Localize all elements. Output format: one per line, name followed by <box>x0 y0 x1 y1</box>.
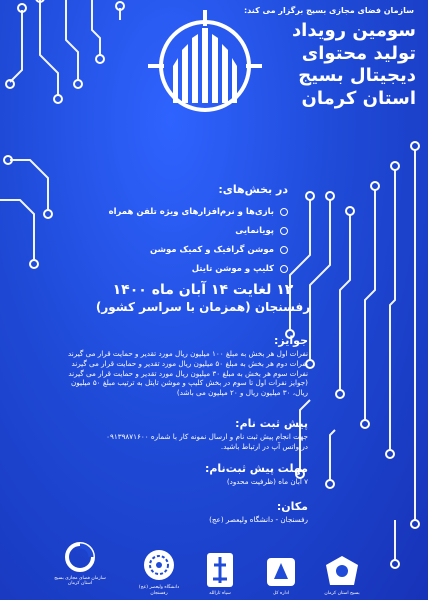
sponsor-row <box>70 540 370 596</box>
title-line-1: سومین رویداد <box>291 20 416 41</box>
title-line-3: دیجیتال بسیج <box>298 65 416 86</box>
circle-bullet-icon <box>280 265 288 273</box>
event-date-block <box>68 282 338 314</box>
location-section <box>38 500 308 524</box>
awards-heading: جوایز: <box>274 334 308 347</box>
event-location-summary: رفسنجان (همزمان با سراسر کشور) <box>95 300 311 314</box>
award-line: ریال، ۳۰ میلیون ریال و ۲۰ میلیون می باشد) <box>176 388 308 398</box>
sections-heading: در بخش‌های: <box>218 183 288 196</box>
circle-bullet-icon <box>280 246 288 254</box>
sponsor-logo-4: اداره کل <box>253 555 309 596</box>
registration-section <box>38 417 308 452</box>
location-line: رفسنجان - دانشگاه ولیعصر (عج) <box>209 515 308 524</box>
irgc-emblem-icon <box>205 551 235 589</box>
university-seal-icon <box>141 547 177 583</box>
award-line: (جوایز نفرات اول تا سوم در بخش کلیپ و موشن تایتل به ترتیب مبلغ ۵۰ میلیون <box>70 378 308 388</box>
sponsor-logo-5: بسیج استان کرمان <box>314 553 370 596</box>
awards-section <box>38 334 308 398</box>
pre-deadline-heading: مهلت پیش ثبت‌نام: <box>204 462 308 475</box>
event-date: ۱۲ لغایت ۱۴ آبان ماه ۱۴۰۰ <box>112 282 294 298</box>
sponsor-logo-2: دانشگاه ولیعصر (عج) رفسنجان <box>131 547 187 596</box>
building-target-emblem <box>140 8 270 118</box>
pre-deadline-line: ۷ آبان ماه (ظرفیت محدود) <box>226 477 308 486</box>
location-heading: مکان: <box>276 500 308 513</box>
circle-bullet-icon <box>280 227 288 235</box>
circle-bullet-icon <box>280 208 288 216</box>
award-line: نفرات دوم هر بخش به مبلغ ۵۰ میلیون ریال مورد تقدیر و حمایت قرار می گیرند <box>71 358 308 368</box>
registration-line: در واتس آپ در ارتباط باشید. <box>220 442 308 452</box>
list-item: موشن گرافیک و کمیک موشن <box>88 240 288 259</box>
title-line-4: استان کرمان <box>301 87 416 109</box>
sponsor-logo-3: سپاه ثارالله <box>192 551 248 596</box>
registration-heading: پیش ثبت نام: <box>235 417 308 430</box>
basij-emblem-icon <box>323 553 361 589</box>
event-title <box>266 20 416 110</box>
list-item: بازی‌ها و نرم‌افزارهای ویژه تلفن همراه <box>88 202 288 221</box>
section-list <box>88 202 288 278</box>
award-line: نفرات سوم هر بخش به مبلغ ۳۰ میلیون ریال مورد تقدیر و حمایت قرار می گیرند <box>68 368 308 378</box>
organizer-text: سازمان فضای مجازی بسیج برگزار می کند: <box>243 6 414 15</box>
registration-line: جهت انجام پیش ثبت نام و ارسال نمونه کار با شماره ۰۹۱۳۹۸۷۱۶۰۰ <box>106 432 308 441</box>
sponsor-logo-1: سازمان فضای مجازی بسیج استان کرمان <box>52 540 108 587</box>
list-item: کلیپ و موشن تایتل <box>88 259 288 278</box>
pre-registration-deadline <box>38 462 308 486</box>
title-line-2: تولید محتوای <box>301 42 416 64</box>
office-emblem-icon <box>264 555 298 589</box>
award-line: نفرات اول هر بخش به مبلغ ۱۰۰ میلیون ریال مورد تقدیر و حمایت قرار می گیرند <box>68 349 308 358</box>
list-item: پویانمایی <box>88 221 288 240</box>
